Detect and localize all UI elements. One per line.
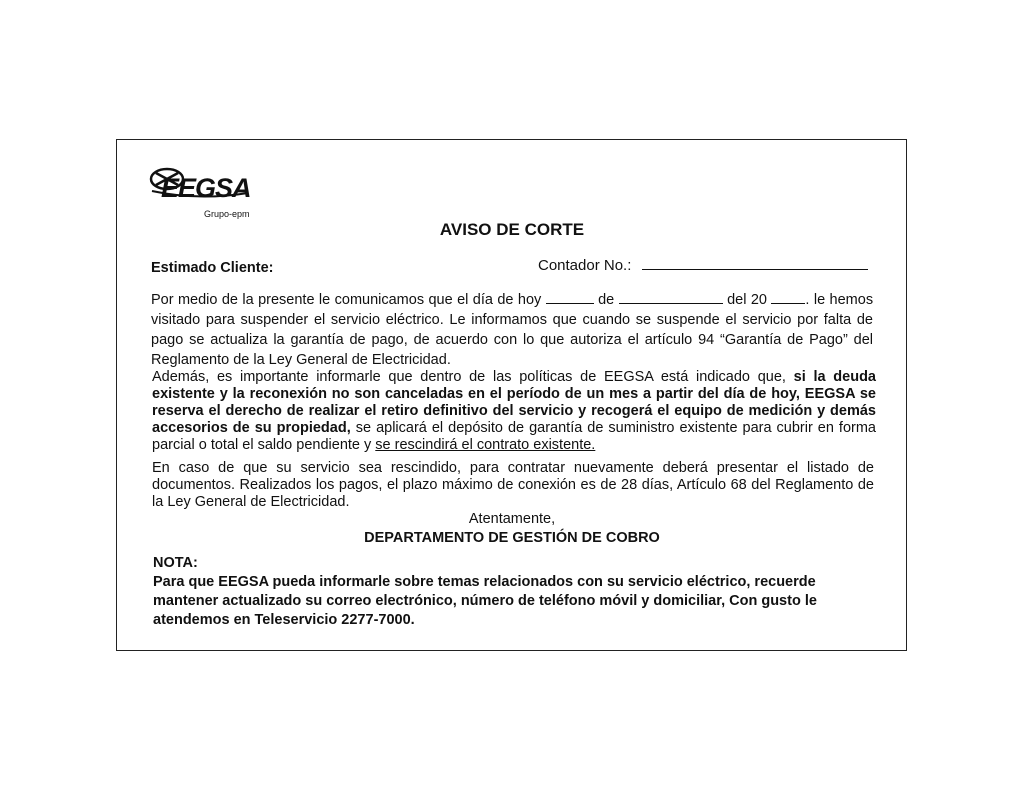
- paragraph-rescission: En caso de que su servicio sea rescindido, para contratar nuevamente deberá presentar el listado de documentos. Realizados los pagos, el plazo máximo de conexión es de 28 días, Artículo 68 del Reglamento de la Ley General de Electricidad.: [152, 460, 874, 510]
- p2-underlined: se rescindirá el contrato existente.: [375, 437, 596, 453]
- day-blank: [546, 291, 594, 304]
- nota-text: Para que EEGSA pueda informarle sobre temas relacionados con su servicio eléctrico, recuerde mantener actualizado su correo electrónico, número de teléfono móvil y domiciliar, Con gusto le atendemos en Teleservicio 2277-7000.: [153, 574, 817, 628]
- p2-bold: si la deuda existente y la reconexión no son canceladas en el período de un mes a partir del día de hoy, EEGSA se reserva el derecho de realizar el retiro definitivo del servicio y recogerá el equipo de medición y demás accesorios de su propiedad,: [152, 369, 876, 436]
- p1-part-e: le hemos visitado para suspender el servicio eléctrico. Le informamos que cuando se suspende el servicio por falta de pago se actualiza la garantía de pago, de acuerdo con lo que autoriza el artículo 94 “Garantía de Pago” del Reglamento de la Ley General de Electricidad.: [151, 292, 874, 368]
- p1-part-c: del 20: [727, 292, 767, 308]
- contador-field: [538, 257, 868, 274]
- p1-part-a: Por medio de la presente le comunicamos que el día de hoy: [151, 292, 542, 308]
- month-blank: [619, 291, 723, 304]
- p2-middle: se aplicará el depósito de garantía de suministro existente para cubrir en forma parcial o total el saldo pendiente y: [152, 420, 876, 453]
- nota-label: NOTA:: [153, 555, 198, 571]
- eegsa-logo: [148, 163, 252, 221]
- contador-label: Contador No.:: [538, 257, 632, 274]
- paragraph-intro: [151, 290, 873, 370]
- salutation: Estimado Cliente:: [151, 260, 274, 276]
- p1-part-b: de: [598, 292, 615, 308]
- page-title: AVISO DE CORTE: [439, 220, 585, 239]
- p2-intro: Además, es importante informarle que dentro de las políticas de EEGSA está indicado que,: [152, 369, 786, 385]
- logo-brand-text: EEGSA: [161, 173, 251, 203]
- contador-blank: [642, 257, 868, 270]
- department-name: DEPARTAMENTO DE GESTIÓN DE COBRO: [364, 530, 660, 546]
- p1-part-d: .: [805, 292, 810, 308]
- paragraph-policy: [152, 369, 876, 454]
- logo-group-text: Grupo-epm: [204, 209, 250, 219]
- closing-text: Atentamente,: [468, 511, 556, 527]
- year-blank: [771, 291, 805, 304]
